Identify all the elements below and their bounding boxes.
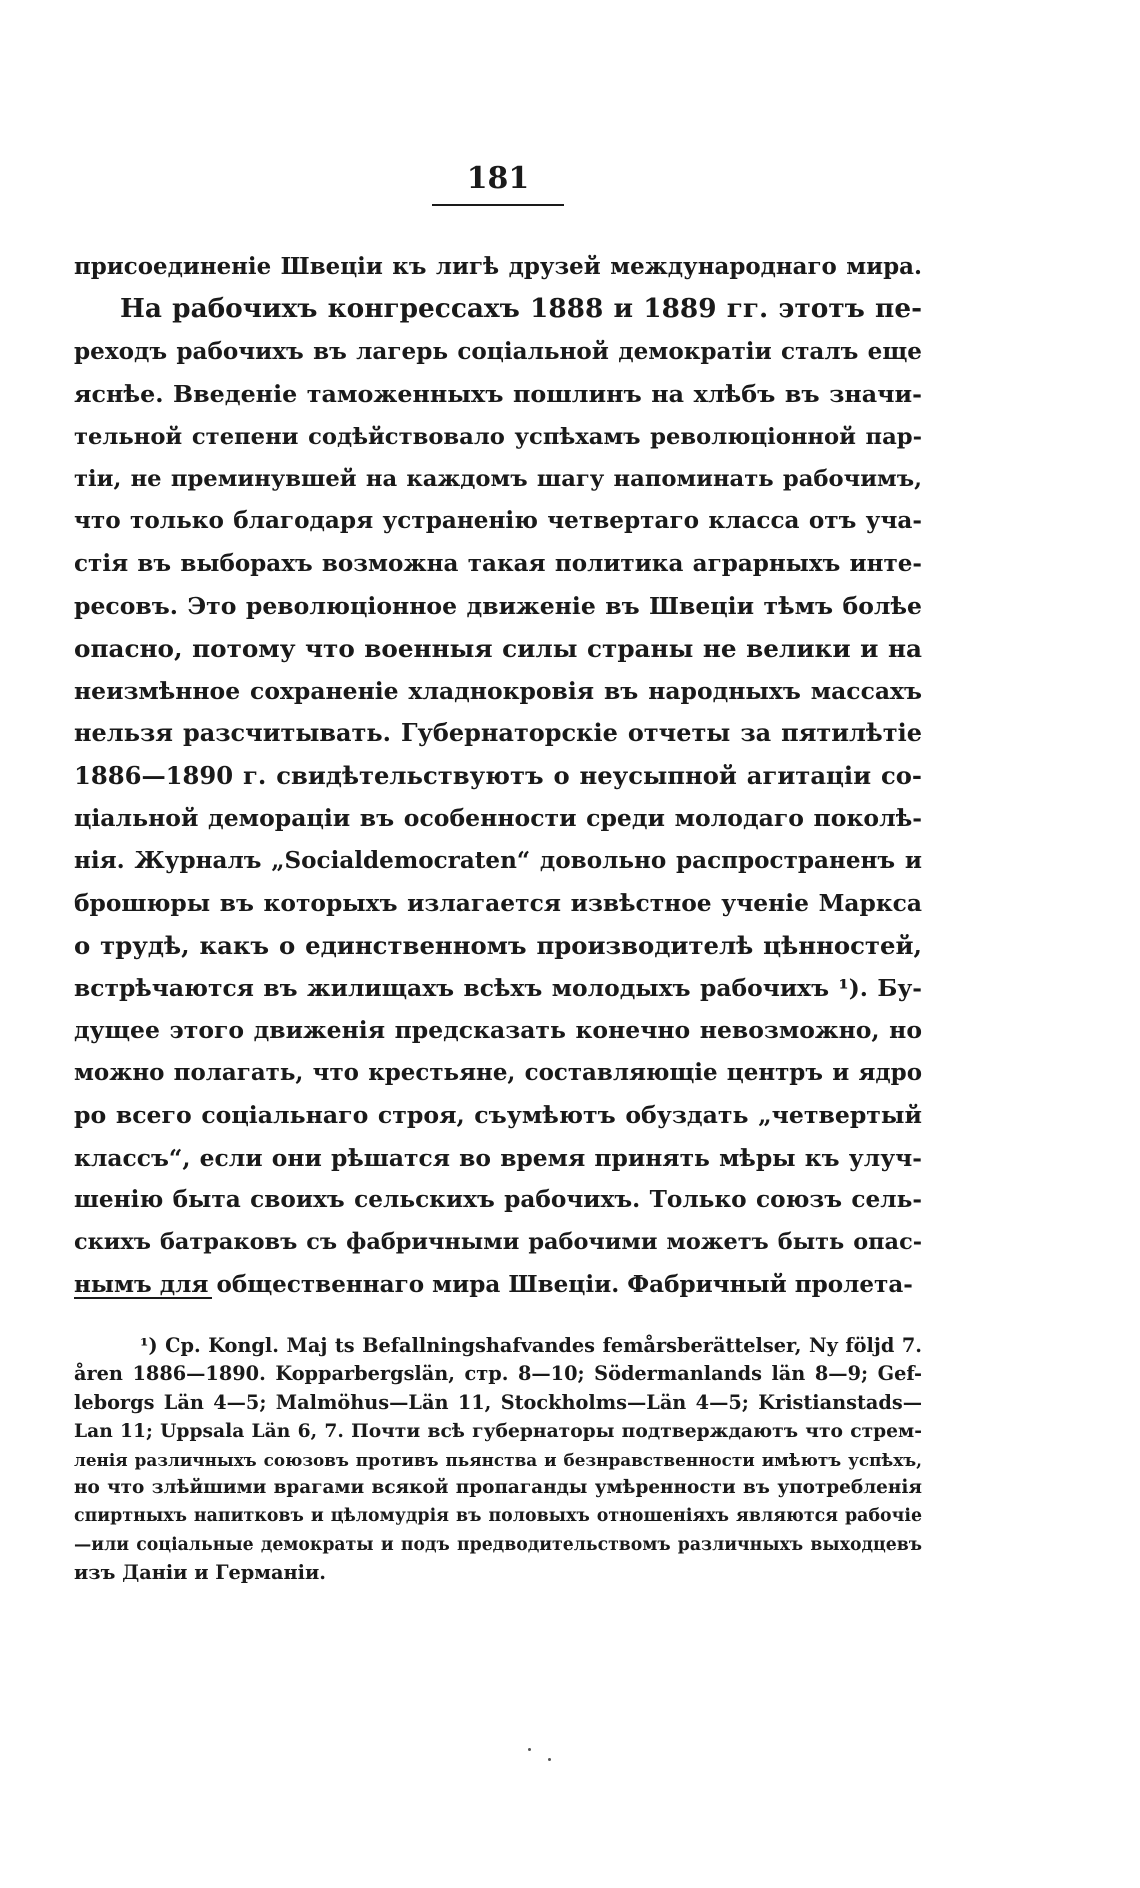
text-line: тіи, не преминувшей на каждомъ шагу напоминать рабочимъ, <box>74 466 922 493</box>
text-line: На рабочихъ конгрессахъ 1888 и 1889 гг. этотъ пе- <box>120 293 922 325</box>
text-line: нельзя разсчитывать. Губернаторскіе отчеты за пятилѣтіе <box>74 718 922 748</box>
text-line: о трудѣ, какъ о единственномъ производителѣ цѣнностей, <box>74 930 922 960</box>
text-line: неизмѣнное сохраненіе хладнокровія въ народныхъ массахъ <box>74 677 922 706</box>
footnote-line: leborgs Län 4—5; Malmöhus—Län 11, Stockholms—Län 4—5; Kristianstads— <box>74 1390 922 1414</box>
footnote-line: —или соціальные демократы и подъ предводительствомъ различныхъ выходцевъ <box>74 1534 922 1555</box>
footnotes <box>74 1332 922 1588</box>
text-line: ро всего соціальнаго строя, съумѣютъ обуздать „четвертый <box>74 1101 922 1130</box>
text-line: реходъ рабочихъ въ лагерь соціальной демократіи сталъ еще <box>74 337 922 365</box>
text-line: брошюры въ которыхъ излагается извѣстное ученіе Маркса <box>74 889 922 918</box>
text-line: скихъ батраковъ съ фабричными рабочими можетъ быть опас- <box>74 1229 922 1256</box>
scan-speck <box>548 1758 551 1761</box>
text-line: ресовъ. Это революціонное движеніе въ Швеціи тѣмъ болѣе <box>74 592 922 621</box>
text-line: ціальной демораціи въ особенности среди молодаго поколѣ- <box>74 804 922 833</box>
footnote-line: изъ Даніи и Германіи. <box>74 1561 326 1585</box>
text-line: опасно, потому что военныя силы страны не велики и на <box>74 633 922 663</box>
text-line: встрѣчаются въ жилищахъ всѣхъ молодыхъ рабочихъ ¹). Бу- <box>74 973 922 1002</box>
text-line: шенію быта своихъ сельскихъ рабочихъ. Только союзъ сель- <box>74 1185 922 1213</box>
footnote-line: åren 1886—1890. Kopparbergslän, стр. 8—10; Södermanlands län 8—9; Gef- <box>74 1362 922 1386</box>
footnote-line: но что злѣйшими врагами всякой пропаганды умѣренности въ употребленія <box>74 1477 922 1499</box>
text-line: что только благодаря устраненію четвертаго класса отъ уча- <box>74 507 922 535</box>
text-line: тельной степени содѣйствовало успѣхамъ революціонной пар- <box>74 423 922 450</box>
text-line: 1886—1890 г. свидѣтельствуютъ о неусыпной агитаціи со- <box>74 760 922 790</box>
footnote-line: ленія различныхъ союзовъ противъ пьянства и безнравственности имѣютъ успѣхъ, <box>74 1449 922 1470</box>
text-line: нія. Журналъ „Socialdemocraten“ довольно распространенъ и <box>74 846 922 874</box>
text-line: стія въ выборахъ возможна такая политика аграрныхъ инте- <box>74 549 922 577</box>
footnote-line: ¹) Cp. Kongl. Maj ts Befallningshafvandes femårsberättelser, Ny följd 7. <box>140 1334 922 1357</box>
main-text <box>74 246 922 1306</box>
text-line: яснѣе. Введеніе таможенныхъ пошлинъ на хлѣбъ въ значи- <box>74 380 922 409</box>
text-line: дущее этого движенія предсказать конечно невозможно, но <box>74 1016 922 1045</box>
text-line: присоединеніе Швеціи къ лигѣ друзей международнаго мира. <box>74 253 922 280</box>
footnote-line: Lan 11; Uppsala Län 6, 7. Почти всѣ губернаторы подтверждаютъ что стрем- <box>74 1420 922 1443</box>
text-line: нымъ для общественнаго мира Швеціи. Фабричный пролета- <box>74 1270 913 1298</box>
footnote-divider <box>74 1297 212 1299</box>
page-number: 181 <box>432 164 564 206</box>
footnote-line: спиртныхъ напитковъ и цѣломудрія въ половыхъ отношеніяхъ являются рабочіе <box>74 1506 922 1527</box>
scan-speck <box>528 1748 531 1751</box>
text-line: классъ“, если они рѣшатся во время принять мѣры къ улуч- <box>74 1143 922 1172</box>
text-line: можно полагать, что крестьяне, составляющіе центръ и ядро <box>74 1058 922 1086</box>
